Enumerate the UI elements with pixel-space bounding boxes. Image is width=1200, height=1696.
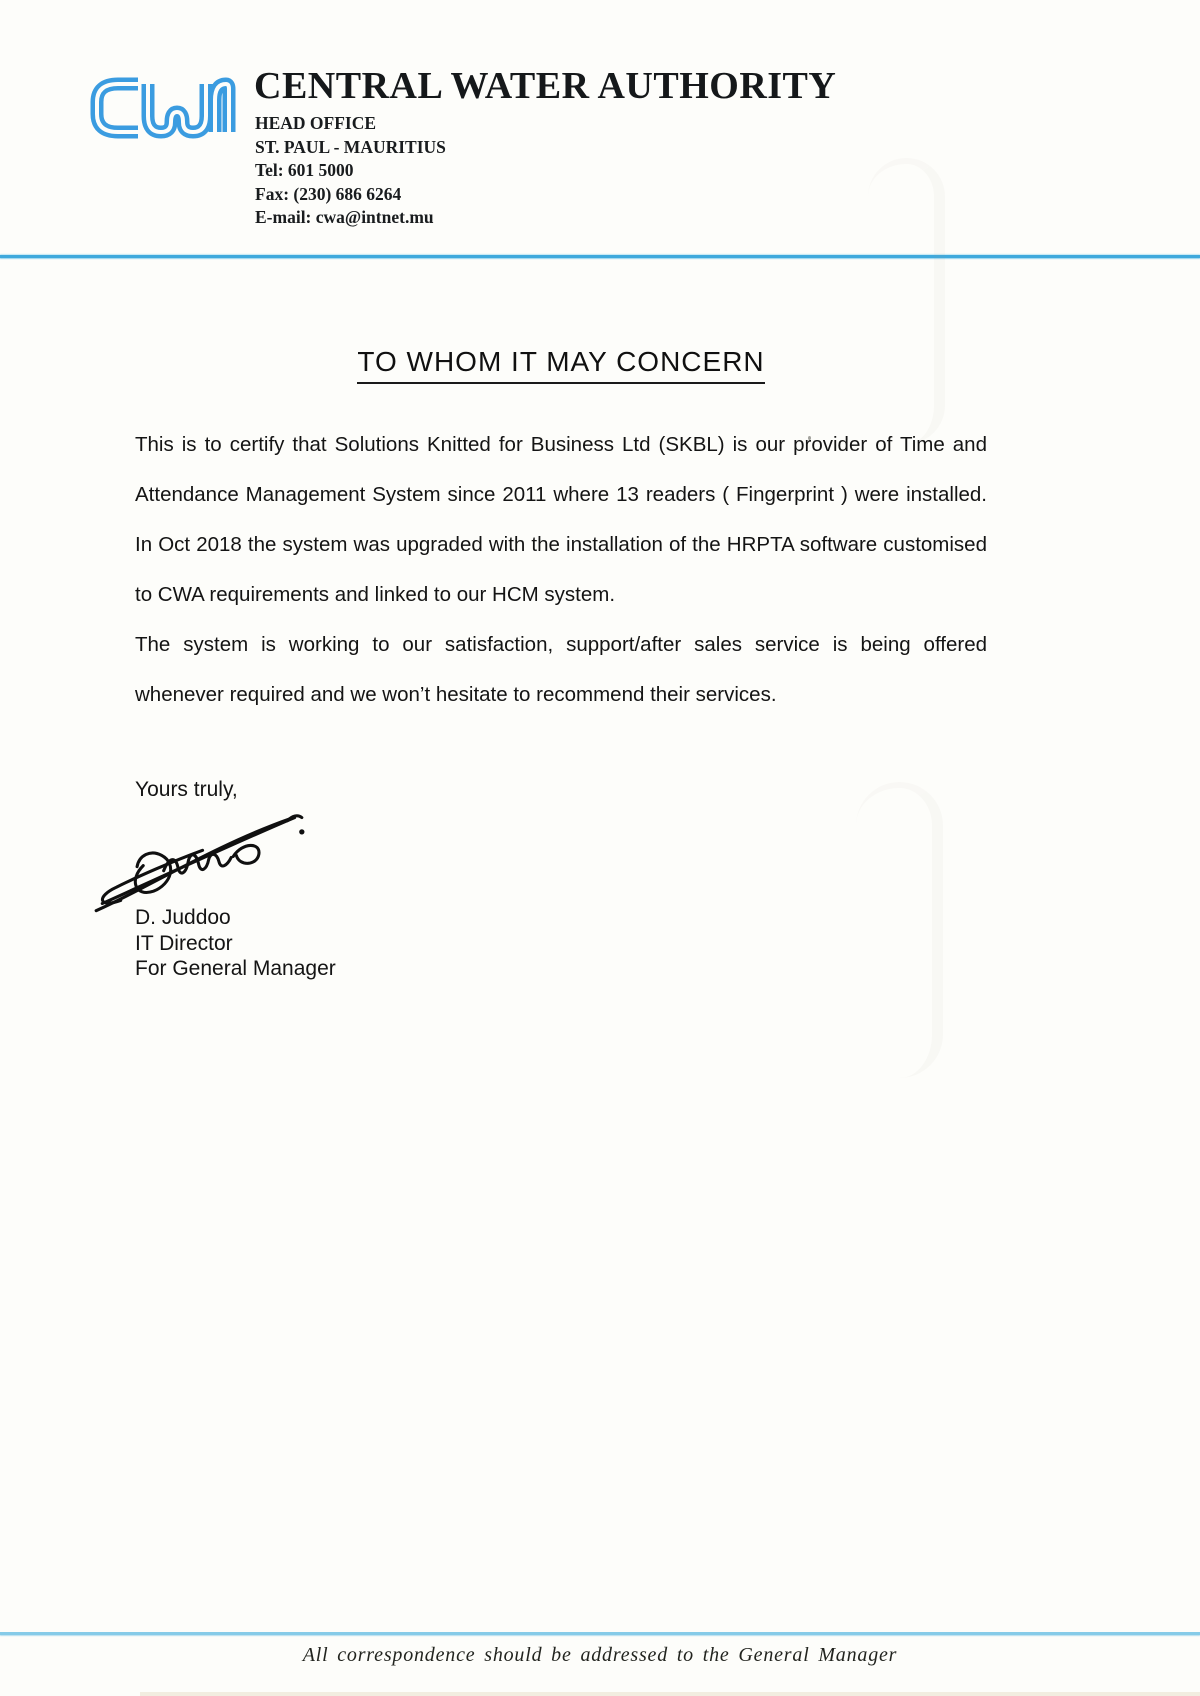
signatory-capacity: For General Manager: [135, 957, 336, 980]
address-line-city: ST. PAUL - MAURITIUS: [255, 136, 446, 157]
header-address-block: [255, 112, 446, 230]
letter-body: [135, 420, 987, 720]
signatory-name: D. Juddoo: [135, 906, 231, 929]
paper-showthrough-artifact: [856, 782, 943, 1078]
address-line-tel: Tel: 601 5000: [255, 160, 354, 181]
letter-title-row: [135, 346, 987, 384]
paragraph-1: This is to certify that Solutions Knitted for Business Ltd (SKBL) is our provider of Time and Attendance Management System since 2011 where 13 readers ( Fingerprint ) were installed. In Oct 2018 the system was upgraded with the installation of the HRPTA software customised to CWA requirements and linked to our HCM system.: [135, 433, 987, 606]
paragraph-2: The system is working to our satisfaction, support/after sales service is being offered whenever required and we won’t hesitate to recommend their services.: [135, 633, 987, 706]
address-line-office: HEAD OFFICE: [255, 113, 377, 133]
signatory-title: IT Director: [135, 931, 233, 955]
scan-edge-artifact: [140, 1692, 1200, 1696]
organization-name: CENTRAL WATER AUTHORITY: [254, 65, 837, 107]
footer-note: All correspondence should be addressed to the General Manager: [302, 1644, 898, 1666]
letter-title: TO WHOM IT MAY CONCERN: [357, 346, 764, 384]
header-divider-rule: [0, 255, 1200, 258]
address-line-fax: Fax: (230) 686 6264: [255, 183, 402, 204]
handwritten-signature: [90, 802, 310, 917]
closing-salutation: Yours truly,: [135, 778, 238, 801]
paper-showthrough-artifact: [868, 158, 945, 444]
signature-block: [135, 905, 336, 982]
cwa-logo-icon: [84, 70, 236, 146]
address-line-email: E-mail: cwa@intnet.mu: [255, 207, 434, 228]
footer-divider-rule: [0, 1632, 1200, 1635]
